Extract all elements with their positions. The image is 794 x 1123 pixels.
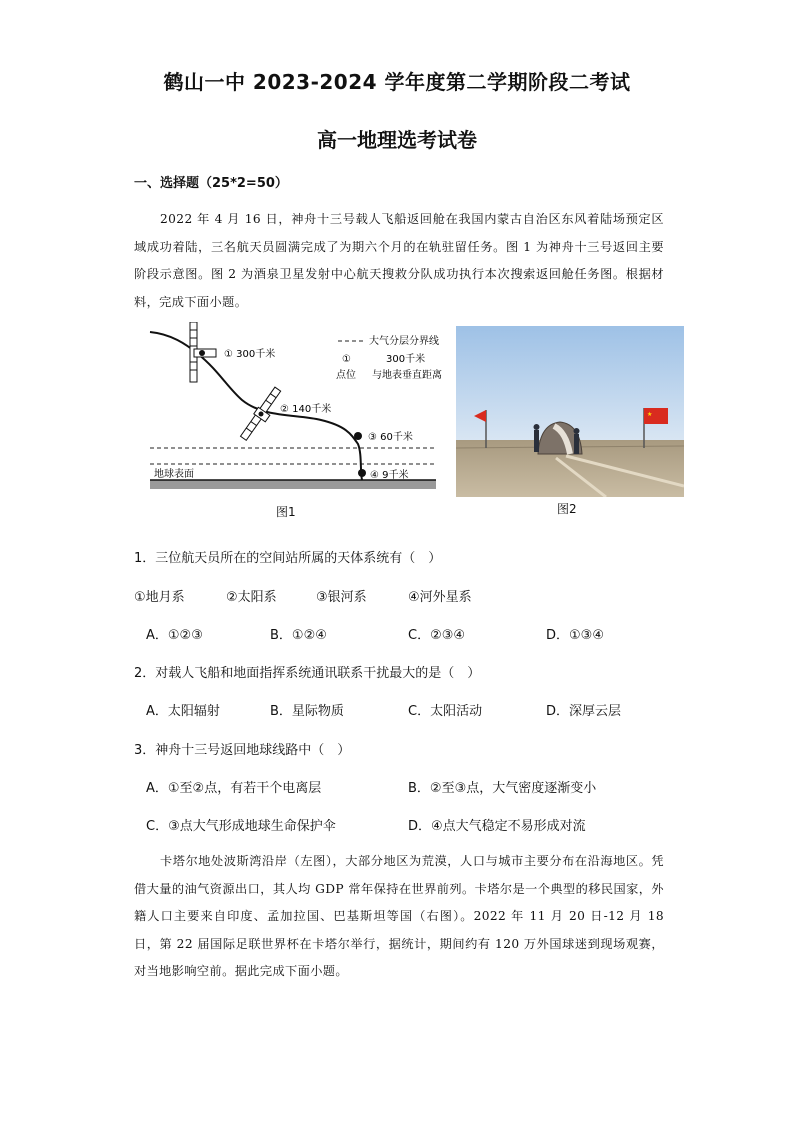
q1-statement-1: ①地月系	[134, 590, 185, 605]
q1-option-a[interactable]: A．①②③	[146, 628, 203, 643]
q1-statement-3: ③银河系	[316, 590, 367, 605]
figure-2-caption: 图2	[557, 502, 577, 516]
legend-boundary-label: 大气分层分界线	[369, 336, 439, 347]
q1-statement-2: ②太阳系	[226, 590, 277, 605]
legend-distance-label: 与地表垂直距离	[372, 370, 442, 381]
q2-option-a[interactable]: A．太阳辐射	[146, 704, 220, 719]
question-3-stem: 3．神舟十三号返回地球线路中（ ）	[134, 743, 351, 758]
point-2-marker	[259, 412, 264, 417]
question-2-stem: 2．对载人飞船和地面指挥系统通讯联系干扰最大的是（ ）	[134, 666, 481, 681]
rescuer-figure	[534, 430, 539, 452]
flag-star: ★	[647, 411, 653, 418]
passage-2: 卡塔尔地处波斯湾沿岸（左图），大部分地区为荒漠，人口与城市主要分布在沿海地区。凭借大量的油气资源出口，其人均 GDP 常年保持在世界前列。卡塔尔是一个典型的移民国家，外籍人口主要来自印度、孟加拉国、巴基斯坦等国（右图）。2022 年 11 月 20 日-12 月 18 日，第 22 届国际足联世界杯在卡塔尔举行，据统计，期间约有 120 万外国球迷到现场观赛，对当地影响空前。据此完成下面小题。	[134, 854, 664, 978]
q1-option-d[interactable]: D．①③④	[546, 628, 604, 643]
question-1-stem: 1．三位航天员所在的空间站所属的天体系统有（ ）	[134, 551, 442, 566]
q3-option-c[interactable]: C．③点大气形成地球生命保护伞	[146, 819, 336, 834]
spacecraft-point-1-icon	[190, 322, 216, 382]
point-4-marker	[358, 469, 366, 477]
rescuer-head	[534, 424, 540, 430]
q3-option-a[interactable]: A．①至②点，有若干个电离层	[146, 781, 322, 796]
point-3-marker	[354, 432, 362, 440]
q1-option-c[interactable]: C．②③④	[408, 628, 466, 643]
point-4-label: ④ 9千米	[370, 470, 409, 481]
ground-band	[150, 480, 436, 489]
q1-statement-4: ④河外星系	[408, 590, 472, 605]
return-path-svg	[146, 322, 446, 502]
rescuer-head	[574, 428, 580, 434]
exam-subtitle: 高一地理选考试卷	[317, 128, 477, 152]
q3-option-b[interactable]: B．②至③点，大气密度逐渐变小	[408, 781, 597, 796]
ground-label: 地球表面	[154, 469, 194, 480]
legend-point-label: 点位	[336, 370, 356, 381]
point-2-label: ② 140千米	[280, 404, 332, 415]
sky	[456, 326, 684, 442]
figure-2-photo	[456, 326, 684, 497]
passage-1: 2022 年 4 月 16 日，神舟十三号载人飞船返回舱在我国内蒙古自治区东风着陆场预定区域成功着陆，三名航天员圆满完成了为期六个月的在轨驻留任务。图 1 为神舟十三号返回主要阶段示意图。图 2 为酒泉卫星发射中心航天搜救分队成功执行本次搜索返回舱任务图。根据材料，完成下面小题。	[134, 212, 664, 309]
q1-option-b[interactable]: B．①②④	[270, 628, 327, 643]
q2-option-c[interactable]: C．太阳活动	[408, 704, 483, 719]
q2-option-b[interactable]: B．星际物质	[270, 704, 344, 719]
exam-title: 鹤山一中 2023-2024 学年度第二学期阶段二考试	[163, 70, 631, 94]
q2-option-d[interactable]: D．深厚云层	[546, 704, 622, 719]
figure-1-caption: 图1	[276, 505, 296, 519]
rescuer-figure	[574, 434, 579, 454]
q3-option-d[interactable]: D．④点大气稳定不易形成对流	[408, 819, 586, 834]
point-3-label: ③ 60千米	[368, 432, 413, 443]
figure-1-diagram	[146, 322, 446, 502]
legend-point-symbol: ①	[342, 354, 351, 365]
section-heading: 一、选择题（25*2=50）	[134, 176, 288, 191]
legend-distance-value: 300千米	[386, 354, 426, 365]
landing-photo-svg	[456, 326, 684, 497]
point-1-label: ① 300千米	[224, 349, 276, 360]
